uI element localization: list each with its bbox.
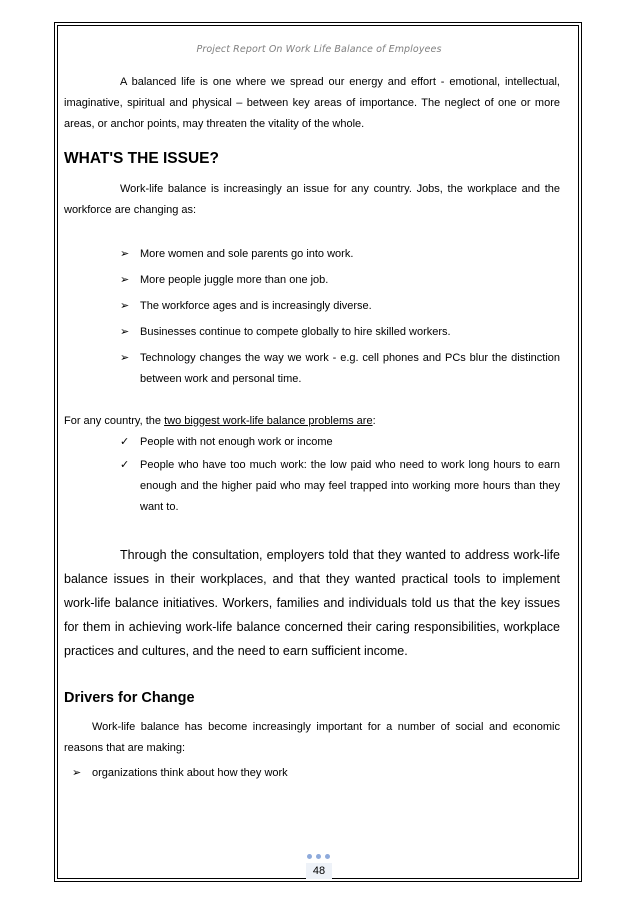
list-item: ✓ People with not enough work or income bbox=[120, 432, 560, 453]
problems-list bbox=[120, 432, 560, 518]
decorative-dot bbox=[325, 854, 330, 859]
consultation-paragraph: Through the consultation, employers told that they wanted to address work-life balance issues in their workplaces, and that they wanted practical tools to implement work-life balance initiatives. Workers, families and individuals told us that the key issues for them in achieving work-life balance concerned their caring responsibilities, workplace practices and cultures, and the need to earn sufficient income. bbox=[64, 548, 560, 658]
drivers-list bbox=[72, 763, 560, 784]
page-number: 48 bbox=[306, 863, 332, 879]
page-number-dots bbox=[307, 854, 331, 860]
problems-underlined-phrase: two biggest work-life balance problems are bbox=[164, 415, 373, 427]
list-item: ➢ More women and sole parents go into work. bbox=[120, 244, 560, 265]
list-item: ➢ The workforce ages and is increasingly diverse. bbox=[120, 296, 560, 317]
checkmark-icon: ✓ bbox=[120, 459, 130, 471]
issue-heading: WHAT'S THE ISSUE? bbox=[64, 150, 219, 167]
page-body bbox=[64, 72, 560, 784]
decorative-dot bbox=[307, 854, 312, 859]
arrow-bullet-icon: ➢ bbox=[120, 352, 130, 364]
workforce-changes-list bbox=[120, 244, 560, 390]
arrow-bullet-icon: ➢ bbox=[120, 300, 130, 312]
intro-paragraph: A balanced life is one where we spread our energy and effort - emotional, intellectual, imaginative, spiritual and physical – between key areas of importance. The neglect of one or more areas, or anchor points, may threaten the vitality of the whole. bbox=[64, 76, 560, 130]
issue-lead-paragraph: Work-life balance is increasingly an issue for any country. Jobs, the workplace and the workforce are changing as: bbox=[64, 183, 560, 216]
running-header: Project Report On Work Life Balance of Employees bbox=[196, 44, 442, 55]
list-item: ➢ More people juggle more than one job. bbox=[120, 270, 560, 291]
list-item: ➢ organizations think about how they work bbox=[72, 763, 560, 784]
list-item: ✓ People who have too much work: the low paid who need to work long hours to earn enough and the higher paid who may feel trapped into working more hours than they want to. bbox=[120, 455, 560, 518]
arrow-bullet-icon: ➢ bbox=[120, 274, 130, 286]
list-item: ➢ Technology changes the way we work - e.g. cell phones and PCs blur the distinction between work and personal time. bbox=[120, 348, 560, 390]
list-item: ➢ Businesses continue to compete globally to hire skilled workers. bbox=[120, 322, 560, 343]
decorative-dot bbox=[316, 854, 321, 859]
drivers-lead-paragraph: Work-life balance has become increasingly important for a number of social and economic reasons that are making: bbox=[64, 721, 560, 754]
arrow-bullet-icon: ➢ bbox=[120, 248, 130, 260]
checkmark-icon: ✓ bbox=[120, 436, 130, 448]
arrow-bullet-icon: ➢ bbox=[120, 326, 130, 338]
drivers-heading: Drivers for Change bbox=[64, 690, 195, 706]
arrow-bullet-icon: ➢ bbox=[72, 767, 82, 779]
problems-intro: For any country, the two biggest work-life balance problems are: bbox=[64, 415, 376, 427]
